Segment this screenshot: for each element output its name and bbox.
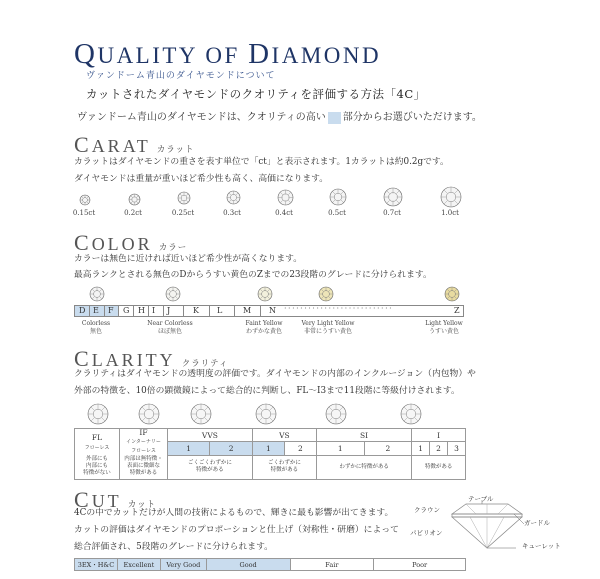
cut-heading: CUT カット: [74, 487, 157, 512]
color-group-label: Very Light Yellow 非常にうすい黄色: [301, 320, 355, 335]
cut-grade-cell: Good: [206, 559, 290, 571]
color-gem-icon: [257, 286, 273, 306]
clarity-heading: CLARITY クラリティ: [74, 346, 229, 371]
carat-heading: CARAT カラット: [74, 132, 195, 157]
color-grade-cell: D: [79, 306, 86, 315]
carat-size-label: 1.0ct: [441, 209, 459, 217]
color-grade-cell: N: [269, 306, 276, 315]
color-group-label: Near Colorless ほぼ無色: [147, 320, 193, 335]
color-grade-cell: K: [193, 306, 199, 315]
carat-gem-icon: [177, 190, 191, 209]
carat-size-label: 0.2ct: [124, 209, 142, 217]
clarity-subgrade-cell: 2: [284, 442, 316, 455]
clarity-gem-icon: [255, 403, 277, 429]
cut-text-1: 4Cの中でカットだけが人間の技術によるもので、輝きに最も影響が出てきます。: [74, 508, 394, 518]
color-gem-icon: [444, 286, 460, 306]
color-grade-cell: M: [243, 306, 252, 315]
diagram-label-culet: キューレット: [522, 542, 561, 550]
clarity-subgrade-cell: 1: [412, 442, 430, 455]
carat-size-label: 0.7ct: [383, 209, 401, 217]
diagram-label-table: テーブル: [468, 495, 494, 503]
carat-size-label: 0.3ct: [223, 209, 241, 217]
carat-size-label: 0.25ct: [171, 209, 195, 217]
color-text-2: 最高ランクとされる無色のDからうすい黄色のZまでの23段階のグレードに分けられます。: [74, 270, 432, 280]
clarity-subgrade-cell: 2: [210, 442, 252, 455]
carat-gem-icon: [329, 188, 347, 210]
diagram-label-girdle: ガードル: [524, 519, 550, 527]
highlight-swatch: [328, 112, 341, 124]
clarity-subgrade-cell: 1: [168, 442, 210, 455]
color-heading: COLOR カラー: [74, 230, 188, 255]
color-gem-icon: [165, 286, 181, 306]
clarity-subgrade-cell: 2: [430, 442, 448, 455]
clarity-subgrade-cell: 2: [364, 442, 412, 455]
clarity-note: ごくわずかに 特徴がある: [252, 455, 316, 479]
clarity-subgrade-cell: 1: [252, 442, 284, 455]
color-group-label: Faint Yellow わずかな黄色: [245, 320, 283, 335]
clarity-gem-icon: [138, 403, 160, 429]
color-grade-cell: F: [108, 306, 114, 315]
color-grade-cell: Z: [454, 306, 460, 315]
page-subtitle: ヴァンドーム青山のダイヤモンドについて: [86, 71, 276, 81]
clarity-grade-if: IF インターナリー フローレス: [120, 429, 168, 456]
clarity-note: わずかに特徴がある: [316, 455, 411, 479]
clarity-text-2: 外部の特徴を、10倍の顕微鏡によって総合的に判断し、FL～I3まで11段階に等級付けされます。: [74, 386, 460, 396]
color-group-label: Light Yellow うすい黄色: [425, 320, 463, 335]
carat-gem-icon: [79, 191, 91, 210]
diagram-label-pavilion: パビリオン: [410, 529, 443, 537]
color-grade-cell: J: [167, 306, 171, 315]
clarity-note: ごくごくわずかに 特徴がある: [168, 455, 253, 479]
cut-text-2: カットの評価はダイヤモンドのプロポーションと仕上げ（対称性・研磨）によって: [74, 525, 399, 535]
color-gem-icon: [89, 286, 105, 306]
carat-gem-icon: [383, 187, 403, 211]
color-grade-cell: H: [138, 306, 145, 315]
clarity-grade-vs: VS: [252, 429, 316, 442]
clarity-grade-vvs: VVS: [168, 429, 253, 442]
cut-text-3: 総合評価され、5段階のグレードに分けられます。: [74, 542, 273, 552]
clarity-gem-icon: [400, 403, 422, 429]
color-grade-cell: I: [152, 306, 156, 315]
clarity-gem-icon: [87, 403, 109, 429]
cut-grade-cell: Fair: [290, 559, 374, 571]
clarity-note: 内部は無特徴・ 表面に微細な 特徴がある: [120, 455, 168, 479]
carat-gem-icon: [226, 190, 241, 209]
lead-text-2: ヴァンドーム青山のダイヤモンドは、クオリティの高い 部分からお選びいただけます。: [77, 112, 482, 123]
clarity-subgrade-cell: 3: [448, 442, 466, 455]
carat-size-label: 0.4ct: [275, 209, 293, 217]
color-grade-cell: E: [93, 306, 99, 315]
cut-grade-cell: Very Good: [160, 559, 206, 571]
cut-grade-cell: 3EX・H&C: [75, 559, 118, 571]
color-group-label: Colorless 無色: [81, 320, 111, 335]
clarity-gem-icon: [190, 403, 212, 429]
diagram-label-crown: クラウン: [414, 506, 440, 514]
lead-text: カットされたダイヤモンドのクオリティを評価する方法「4C」: [86, 87, 426, 101]
clarity-text-1: クラリティはダイヤモンドの透明度の評価です。ダイヤモンドの内部のインクルージョン（内包物）や: [74, 369, 476, 379]
clarity-subgrade-cell: 1: [316, 442, 364, 455]
clarity-grade-fl: FL フローレス: [75, 429, 120, 456]
color-grade-scale: [74, 305, 464, 317]
carat-text-2: ダイヤモンドは重量が重いほど希少性も高く、高価になります。: [74, 174, 329, 184]
carat-size-label: 0.15ct: [72, 209, 96, 217]
color-grade-dots: ···························: [284, 304, 394, 313]
carat-gem-icon: [277, 189, 294, 210]
cut-grade-cell: Poor: [374, 559, 466, 571]
carat-size-label: 0.5ct: [328, 209, 346, 217]
clarity-note: 外部にも 内部にも 特徴がない: [75, 455, 120, 479]
color-grade-cell: L: [217, 306, 223, 315]
carat-text-1: カラットはダイヤモンドの重さを表す単位で「ct」と表示されます。1カラットは約0.2gです。: [74, 157, 449, 167]
carat-gem-icon: [128, 191, 141, 210]
cut-grade-cell: Excellent: [117, 559, 160, 571]
clarity-grade-si: SI: [316, 429, 411, 442]
clarity-grade-i: I: [412, 429, 466, 442]
color-text-1: カラーは無色に近ければ近いほど希少性が高くなります。: [74, 254, 303, 264]
clarity-note: 特徴がある: [412, 455, 466, 479]
clarity-gem-icon: [325, 403, 347, 429]
page-title: QUALITY OF DIAMOND: [74, 38, 382, 70]
color-grade-cell: G: [123, 306, 130, 315]
color-gem-icon: [318, 286, 334, 306]
